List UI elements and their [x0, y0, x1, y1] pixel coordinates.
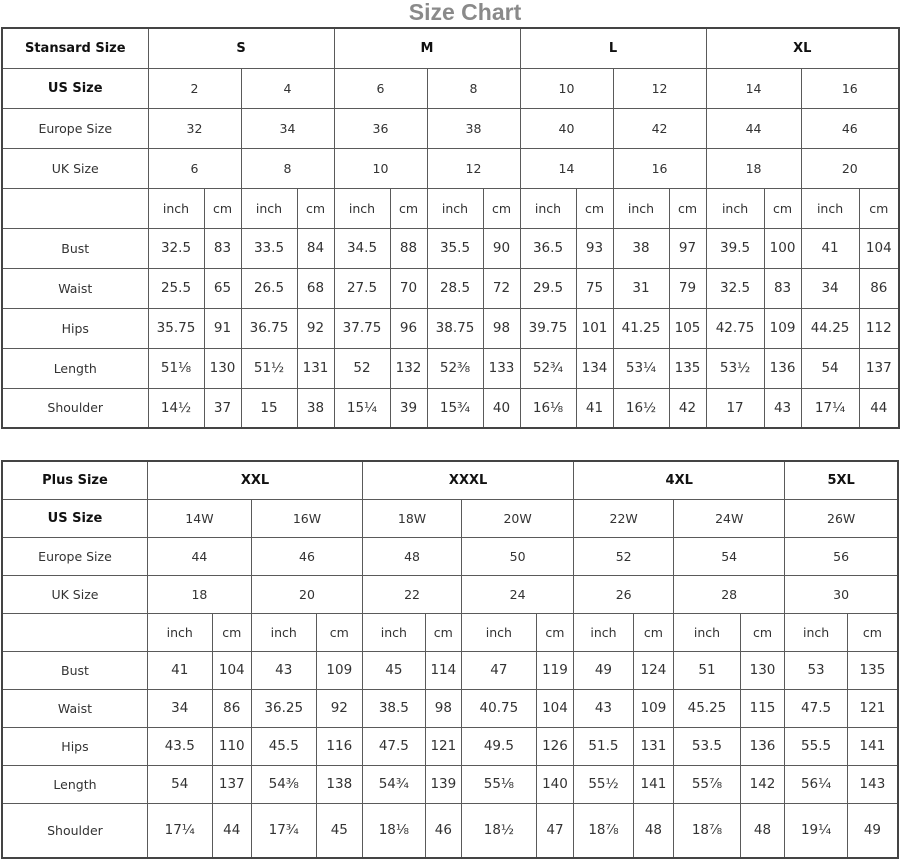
size-header-row [2, 28, 899, 68]
unit-label: cm [847, 613, 898, 651]
unit-label: cm [204, 188, 241, 228]
measure-value: 27.5 [334, 268, 390, 308]
size-value: 48 [363, 537, 462, 575]
measure-label: Waist [2, 689, 147, 727]
size-value: 18W [363, 499, 462, 537]
measure-value: 142 [740, 765, 784, 803]
measure-row [2, 689, 898, 727]
size-value: 22W [574, 499, 674, 537]
blank-cell [2, 613, 147, 651]
measure-value: 121 [847, 689, 898, 727]
measure-value: 91 [204, 308, 241, 348]
unit-label: cm [633, 613, 673, 651]
measure-label: Length [2, 348, 148, 388]
measure-value: 47 [536, 803, 573, 858]
measure-value: 40.75 [462, 689, 537, 727]
unit-label: cm [297, 188, 334, 228]
measure-value: 34 [147, 689, 212, 727]
measure-value: 38.75 [427, 308, 483, 348]
measure-value: 25.5 [148, 268, 204, 308]
measure-value: 72 [483, 268, 520, 308]
size-header: L [520, 28, 706, 68]
measure-value: 49 [574, 651, 634, 689]
measure-value: 55⅞ [674, 765, 741, 803]
measure-value: 17¼ [147, 803, 212, 858]
measure-value: 83 [204, 228, 241, 268]
measure-value: 35.75 [148, 308, 204, 348]
row-label: Europe Size [2, 108, 148, 148]
unit-label: inch [363, 613, 426, 651]
row-label: Europe Size [2, 537, 147, 575]
measure-value: 15¼ [334, 388, 390, 428]
measure-value: 98 [483, 308, 520, 348]
measure-value: 45.25 [674, 689, 741, 727]
size-value: 24W [674, 499, 785, 537]
measure-value: 40 [483, 388, 520, 428]
measure-label: Bust [2, 228, 148, 268]
size-value: 16 [613, 148, 706, 188]
measure-value: 48 [633, 803, 673, 858]
unit-row [2, 613, 898, 651]
unit-label: cm [425, 613, 461, 651]
measure-value: 68 [297, 268, 334, 308]
unit-label: inch [427, 188, 483, 228]
measure-value: 98 [425, 689, 461, 727]
measure-value: 38 [297, 388, 334, 428]
size-header: XXXL [363, 461, 574, 499]
size-value: 46 [251, 537, 362, 575]
size-header: 5XL [785, 461, 898, 499]
measure-row [2, 348, 899, 388]
size-value: 42 [613, 108, 706, 148]
measure-value: 16½ [613, 388, 669, 428]
measure-value: 109 [764, 308, 801, 348]
measure-value: 41 [801, 228, 859, 268]
measure-row [2, 268, 899, 308]
unit-row [2, 188, 899, 228]
size-value: 2 [148, 68, 241, 108]
measure-value: 70 [390, 268, 427, 308]
size-value: 46 [801, 108, 899, 148]
measure-value: 39.5 [706, 228, 764, 268]
measure-value: 47.5 [363, 727, 426, 765]
measure-value: 18⅞ [674, 803, 741, 858]
measure-value: 136 [740, 727, 784, 765]
measure-value: 116 [316, 727, 362, 765]
size-value: 16 [801, 68, 899, 108]
measure-value: 18⅞ [574, 803, 634, 858]
measure-value: 49 [847, 803, 898, 858]
size-value: 30 [785, 575, 898, 613]
size-value: 12 [613, 68, 706, 108]
measure-value: 124 [633, 651, 673, 689]
measure-value: 35.5 [427, 228, 483, 268]
measure-value: 83 [764, 268, 801, 308]
measure-value: 79 [669, 268, 706, 308]
size-value: 52 [574, 537, 674, 575]
measure-value: 137 [859, 348, 899, 388]
measure-value: 53½ [706, 348, 764, 388]
unit-label: cm [212, 613, 251, 651]
unit-label: cm [764, 188, 801, 228]
measure-value: 39 [390, 388, 427, 428]
measure-value: 38.5 [363, 689, 426, 727]
measure-value: 135 [669, 348, 706, 388]
size-value: 54 [674, 537, 785, 575]
size-value: 12 [427, 148, 520, 188]
unit-label: inch [148, 188, 204, 228]
measure-value: 109 [316, 651, 362, 689]
measure-value: 55.5 [785, 727, 848, 765]
size-value: 14 [520, 148, 613, 188]
measure-value: 32.5 [148, 228, 204, 268]
measure-value: 88 [390, 228, 427, 268]
measure-value: 36.5 [520, 228, 576, 268]
measure-value: 42.75 [706, 308, 764, 348]
unit-label: inch [801, 188, 859, 228]
measure-value: 46 [425, 803, 461, 858]
measure-value: 15 [241, 388, 297, 428]
measure-row [2, 765, 898, 803]
measure-value: 86 [859, 268, 899, 308]
measure-label: Bust [2, 651, 147, 689]
size-row [2, 575, 898, 613]
size-value: 4 [241, 68, 334, 108]
measure-value: 47 [462, 651, 537, 689]
measure-value: 39.75 [520, 308, 576, 348]
row-label: US Size [2, 68, 148, 108]
measure-value: 141 [847, 727, 898, 765]
measure-value: 44 [212, 803, 251, 858]
measure-label: Hips [2, 308, 148, 348]
measure-value: 137 [212, 765, 251, 803]
header-label: Plus Size [2, 461, 147, 499]
size-value: 32 [148, 108, 241, 148]
measure-value: 47.5 [785, 689, 848, 727]
measure-value: 54⅜ [251, 765, 316, 803]
measure-value: 43 [764, 388, 801, 428]
size-value: 8 [427, 68, 520, 108]
measure-value: 130 [740, 651, 784, 689]
measure-value: 16⅛ [520, 388, 576, 428]
measure-value: 45 [363, 651, 426, 689]
size-value: 10 [334, 148, 427, 188]
standard-size-table [1, 27, 900, 429]
unit-label: cm [316, 613, 362, 651]
unit-label: inch [613, 188, 669, 228]
unit-label: inch [241, 188, 297, 228]
size-value: 20 [251, 575, 362, 613]
size-value: 50 [462, 537, 574, 575]
measure-value: 26.5 [241, 268, 297, 308]
measure-value: 138 [316, 765, 362, 803]
size-value: 16W [251, 499, 362, 537]
unit-label: cm [536, 613, 573, 651]
measure-label: Shoulder [2, 803, 147, 858]
size-value: 22 [363, 575, 462, 613]
size-header: 4XL [574, 461, 785, 499]
measure-value: 132 [390, 348, 427, 388]
unit-label: inch [520, 188, 576, 228]
size-value: 28 [674, 575, 785, 613]
measure-row [2, 388, 899, 428]
measure-value: 97 [669, 228, 706, 268]
measure-value: 41 [576, 388, 613, 428]
unit-label: inch [574, 613, 634, 651]
measure-value: 53 [785, 651, 848, 689]
unit-label: cm [669, 188, 706, 228]
measure-value: 53¼ [613, 348, 669, 388]
size-value: 8 [241, 148, 334, 188]
measure-value: 141 [633, 765, 673, 803]
measure-value: 90 [483, 228, 520, 268]
measure-value: 34.5 [334, 228, 390, 268]
measure-value: 96 [390, 308, 427, 348]
header-label: Stansard Size [2, 28, 148, 68]
measure-value: 121 [425, 727, 461, 765]
measure-value: 43.5 [147, 727, 212, 765]
measure-value: 126 [536, 727, 573, 765]
measure-label: Hips [2, 727, 147, 765]
size-value: 6 [148, 148, 241, 188]
measure-value: 53.5 [674, 727, 741, 765]
measure-value: 15¾ [427, 388, 483, 428]
measure-value: 19¼ [785, 803, 848, 858]
size-row [2, 537, 898, 575]
size-value: 26W [785, 499, 898, 537]
size-value: 6 [334, 68, 427, 108]
row-label: UK Size [2, 575, 147, 613]
measure-value: 49.5 [462, 727, 537, 765]
measure-value: 54 [147, 765, 212, 803]
size-value: 18 [147, 575, 251, 613]
measure-value: 92 [316, 689, 362, 727]
measure-value: 36.75 [241, 308, 297, 348]
size-value: 14W [147, 499, 251, 537]
measure-value: 31 [613, 268, 669, 308]
measure-value: 48 [740, 803, 784, 858]
size-value: 34 [241, 108, 334, 148]
measure-value: 36.25 [251, 689, 316, 727]
measure-value: 43 [574, 689, 634, 727]
measure-value: 75 [576, 268, 613, 308]
measure-value: 41 [147, 651, 212, 689]
measure-value: 14½ [148, 388, 204, 428]
measure-value: 44.25 [801, 308, 859, 348]
measure-value: 133 [483, 348, 520, 388]
measure-value: 55½ [574, 765, 634, 803]
measure-label: Length [2, 765, 147, 803]
measure-value: 32.5 [706, 268, 764, 308]
unit-label: inch [674, 613, 741, 651]
measure-value: 136 [764, 348, 801, 388]
measure-value: 54¾ [363, 765, 426, 803]
measure-value: 33.5 [241, 228, 297, 268]
unit-label: inch [251, 613, 316, 651]
us-size-row [2, 499, 898, 537]
measure-value: 17 [706, 388, 764, 428]
measure-value: 45.5 [251, 727, 316, 765]
measure-value: 55⅛ [462, 765, 537, 803]
unit-label: cm [740, 613, 784, 651]
measure-value: 134 [576, 348, 613, 388]
size-header: XXL [147, 461, 362, 499]
plus-size-table [1, 460, 899, 859]
unit-label: inch [147, 613, 212, 651]
size-value: 44 [706, 108, 801, 148]
measure-value: 143 [847, 765, 898, 803]
measure-value: 18⅛ [363, 803, 426, 858]
row-label: US Size [2, 499, 147, 537]
measure-value: 112 [859, 308, 899, 348]
measure-value: 52¾ [520, 348, 576, 388]
unit-label: inch [334, 188, 390, 228]
measure-value: 37 [204, 388, 241, 428]
measure-value: 100 [764, 228, 801, 268]
size-row [2, 68, 899, 108]
measure-value: 65 [204, 268, 241, 308]
measure-value: 28.5 [427, 268, 483, 308]
size-value: 14 [706, 68, 801, 108]
measure-value: 52⅜ [427, 348, 483, 388]
measure-value: 140 [536, 765, 573, 803]
row-label: UK Size [2, 148, 148, 188]
unit-label: cm [859, 188, 899, 228]
page-title: Size Chart [408, 0, 522, 25]
measure-value: 44 [859, 388, 899, 428]
measure-value: 42 [669, 388, 706, 428]
size-value: 24 [462, 575, 574, 613]
measure-value: 51⅛ [148, 348, 204, 388]
measure-value: 114 [425, 651, 461, 689]
measure-value: 105 [669, 308, 706, 348]
measure-value: 54 [801, 348, 859, 388]
measure-value: 37.75 [334, 308, 390, 348]
measure-value: 104 [859, 228, 899, 268]
unit-label: cm [483, 188, 520, 228]
measure-value: 104 [536, 689, 573, 727]
measure-value: 17¾ [251, 803, 316, 858]
size-value: 38 [427, 108, 520, 148]
measure-value: 104 [212, 651, 251, 689]
measure-value: 115 [740, 689, 784, 727]
blank-cell [2, 188, 148, 228]
measure-value: 52 [334, 348, 390, 388]
size-value: 36 [334, 108, 427, 148]
measure-row [2, 727, 898, 765]
measure-value: 41.25 [613, 308, 669, 348]
measure-value: 131 [297, 348, 334, 388]
size-value: 20 [801, 148, 899, 188]
measure-value: 56¼ [785, 765, 848, 803]
measure-value: 38 [613, 228, 669, 268]
measure-value: 84 [297, 228, 334, 268]
measure-row [2, 803, 898, 858]
measure-value: 139 [425, 765, 461, 803]
measure-value: 51 [674, 651, 741, 689]
size-row [2, 148, 899, 188]
size-value: 44 [147, 537, 251, 575]
unit-label: cm [576, 188, 613, 228]
measure-value: 93 [576, 228, 613, 268]
measure-row [2, 651, 898, 689]
size-value: 56 [785, 537, 898, 575]
measure-value: 130 [204, 348, 241, 388]
measure-value: 119 [536, 651, 573, 689]
unit-label: cm [390, 188, 427, 228]
size-header: M [334, 28, 520, 68]
measure-value: 101 [576, 308, 613, 348]
measure-value: 29.5 [520, 268, 576, 308]
unit-label: inch [706, 188, 764, 228]
measure-label: Shoulder [2, 388, 148, 428]
measure-row [2, 308, 899, 348]
measure-value: 109 [633, 689, 673, 727]
measure-value: 17¼ [801, 388, 859, 428]
measure-value: 51½ [241, 348, 297, 388]
size-header: S [148, 28, 334, 68]
measure-value: 45 [316, 803, 362, 858]
size-value: 26 [574, 575, 674, 613]
measure-value: 51.5 [574, 727, 634, 765]
unit-label: inch [785, 613, 848, 651]
unit-label: inch [462, 613, 537, 651]
size-value: 10 [520, 68, 613, 108]
measure-value: 43 [251, 651, 316, 689]
size-value: 20W [462, 499, 574, 537]
size-value: 40 [520, 108, 613, 148]
measure-value: 135 [847, 651, 898, 689]
size-header: XL [706, 28, 899, 68]
measure-value: 18½ [462, 803, 537, 858]
measure-value: 92 [297, 308, 334, 348]
measure-value: 131 [633, 727, 673, 765]
size-value: 18 [706, 148, 801, 188]
measure-value: 86 [212, 689, 251, 727]
size-header-row [2, 461, 898, 499]
measure-label: Waist [2, 268, 148, 308]
measure-row [2, 228, 899, 268]
measure-value: 110 [212, 727, 251, 765]
measure-value: 34 [801, 268, 859, 308]
size-row [2, 108, 899, 148]
